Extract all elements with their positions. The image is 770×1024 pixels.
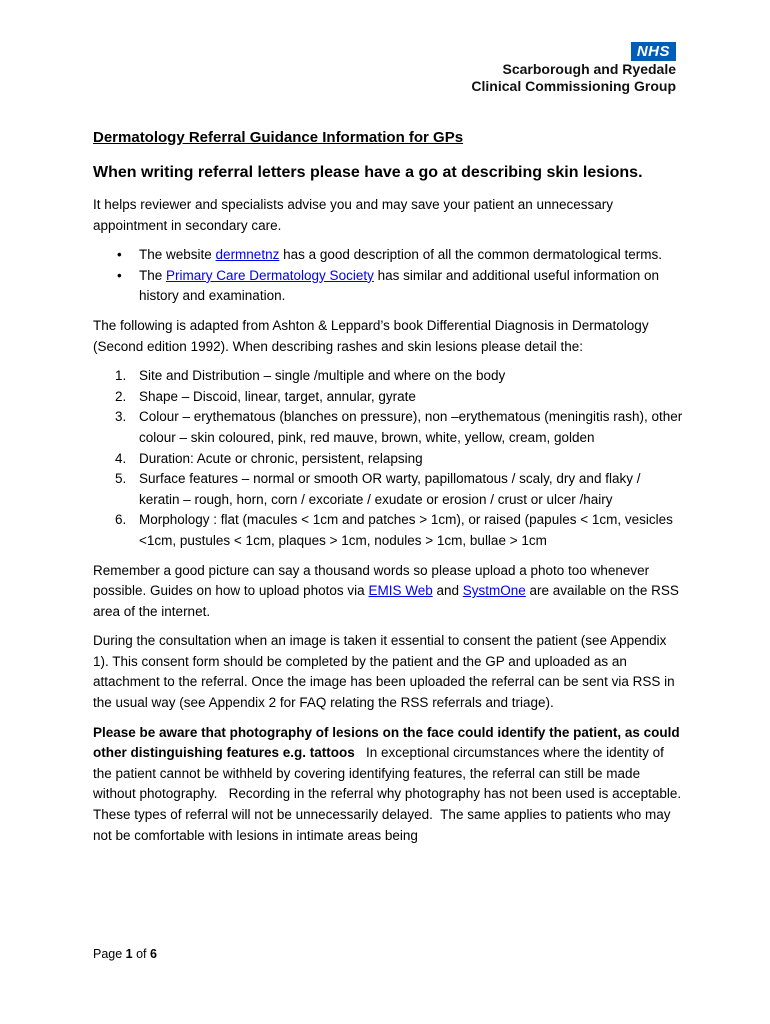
paragraph-text: are available on the RSS area of the internet. xyxy=(93,583,679,619)
systmone-link[interactable]: SystmOne xyxy=(462,583,526,599)
bullet-text: The website xyxy=(139,247,216,263)
page-footer xyxy=(93,947,157,961)
list-item xyxy=(115,366,683,387)
warning-paragraph xyxy=(93,723,689,847)
photo-paragraph xyxy=(93,561,683,623)
list-number: 3. xyxy=(115,409,127,425)
bullet-item-dermnetnz xyxy=(139,245,683,266)
document-body xyxy=(93,128,689,855)
warning-bold-text: Please be aware that photography of lesions on the face could identify the patient, as could other distinguishing features e.g. tattoos xyxy=(93,724,680,761)
adapted-paragraph: The following is adapted from Ashton & Leppard’s book Differential Diagnosis in Dermatology (Second edition 1992). When describing rashes and skin lesions please detail the: xyxy=(93,317,649,354)
dermnetnz-link[interactable]: dermnetnz xyxy=(215,247,280,263)
list-text: Shape – Discoid, linear, target, annular, gyrate xyxy=(139,388,416,404)
list-text: Site and Distribution – single /multiple and where on the body xyxy=(139,368,506,384)
list-text: Morphology : flat (macules < 1cm and patches > 1cm), or raised (papules < 1cm, vesicles <1cm, pustules < 1cm, plaques > 1cm, nodules > 1cm, bullae > 1cm xyxy=(139,512,673,548)
emis-web-link[interactable]: EMIS Web xyxy=(368,583,433,599)
consent-paragraph: During the consultation when an image is taken it essential to consent the patient (see Appendix 1). This consent form should be completed by the patient and the GP and uploaded as an attachment to the referral. Once the image has been uploaded the referral can be sent via RSS in the usual way (see Appendix 2 for FAQ relating the RSS referrals and triage). xyxy=(93,633,675,711)
list-text: Surface features – normal or smooth OR warty, papillomatous / scaly, dry and flaky / keratin – rough, horn, corn / excoriate / exudate or erosion / crust or ulcer /hairy xyxy=(139,471,641,507)
paragraph-text: and xyxy=(432,583,463,599)
description-numbered-list xyxy=(93,366,683,551)
list-text: Colour – erythematous (blanches on pressure), non –erythematous (meningitis rash), other colour – skin coloured, pink, red mauve, brown, white, yellow, cream, golden xyxy=(139,409,683,445)
page-label: Page xyxy=(93,947,126,961)
nhs-logo-badge: NHS xyxy=(631,42,676,61)
page-number: 1 xyxy=(125,947,133,961)
page-of-label: of xyxy=(132,947,150,961)
bullet-text: has similar and additional useful information on history and examination. xyxy=(139,267,660,304)
document-subtitle: When writing referral letters please have a go at describing skin lesions. xyxy=(93,164,643,181)
org-name-line-1: Scarborough and Ryedale xyxy=(502,61,676,77)
list-item xyxy=(115,510,683,551)
warning-text: In exceptional circumstances where the identity of the patient cannot be withheld by covering identifying features, the referral can still be made without photography. Recording in the referral why photography has not been used is acceptable. These types of referral will not be unnecessarily delayed. The same applies to patients who may not be comfortable with lesions in intimate areas being xyxy=(93,745,689,843)
list-item xyxy=(115,469,683,510)
resource-bullet-list xyxy=(93,245,683,307)
list-number: 2. xyxy=(115,388,127,404)
intro-paragraph: It helps reviewer and specialists advise you and may save your patient an unnecessary appointment in secondary care. xyxy=(93,197,614,233)
paragraph-text: Remember a good picture can say a thousand words so please upload a photo too whenever possible. Guides on how to upload photos via xyxy=(93,562,650,599)
list-item xyxy=(115,407,683,448)
bullet-text: has a good description of all the common dermatological terms. xyxy=(279,247,663,263)
list-text: Duration: Acute or chronic, persistent, relapsing xyxy=(139,450,423,466)
nhs-ccg-logo xyxy=(471,42,676,95)
pcds-link[interactable]: Primary Care Dermatology Society xyxy=(166,267,374,283)
list-number: 5. xyxy=(115,471,127,487)
page-total: 6 xyxy=(150,947,157,961)
list-number: 1. xyxy=(115,368,127,384)
list-number: 4. xyxy=(115,450,127,466)
document-title: Dermatology Referral Guidance Information for GPs xyxy=(93,129,464,146)
org-name-line-2: Clinical Commissioning Group xyxy=(471,78,676,94)
list-number: 6. xyxy=(115,512,127,528)
list-item xyxy=(115,449,683,470)
bullet-item-pcds xyxy=(139,266,683,307)
bullet-text: The xyxy=(139,267,167,283)
list-item xyxy=(115,387,683,408)
